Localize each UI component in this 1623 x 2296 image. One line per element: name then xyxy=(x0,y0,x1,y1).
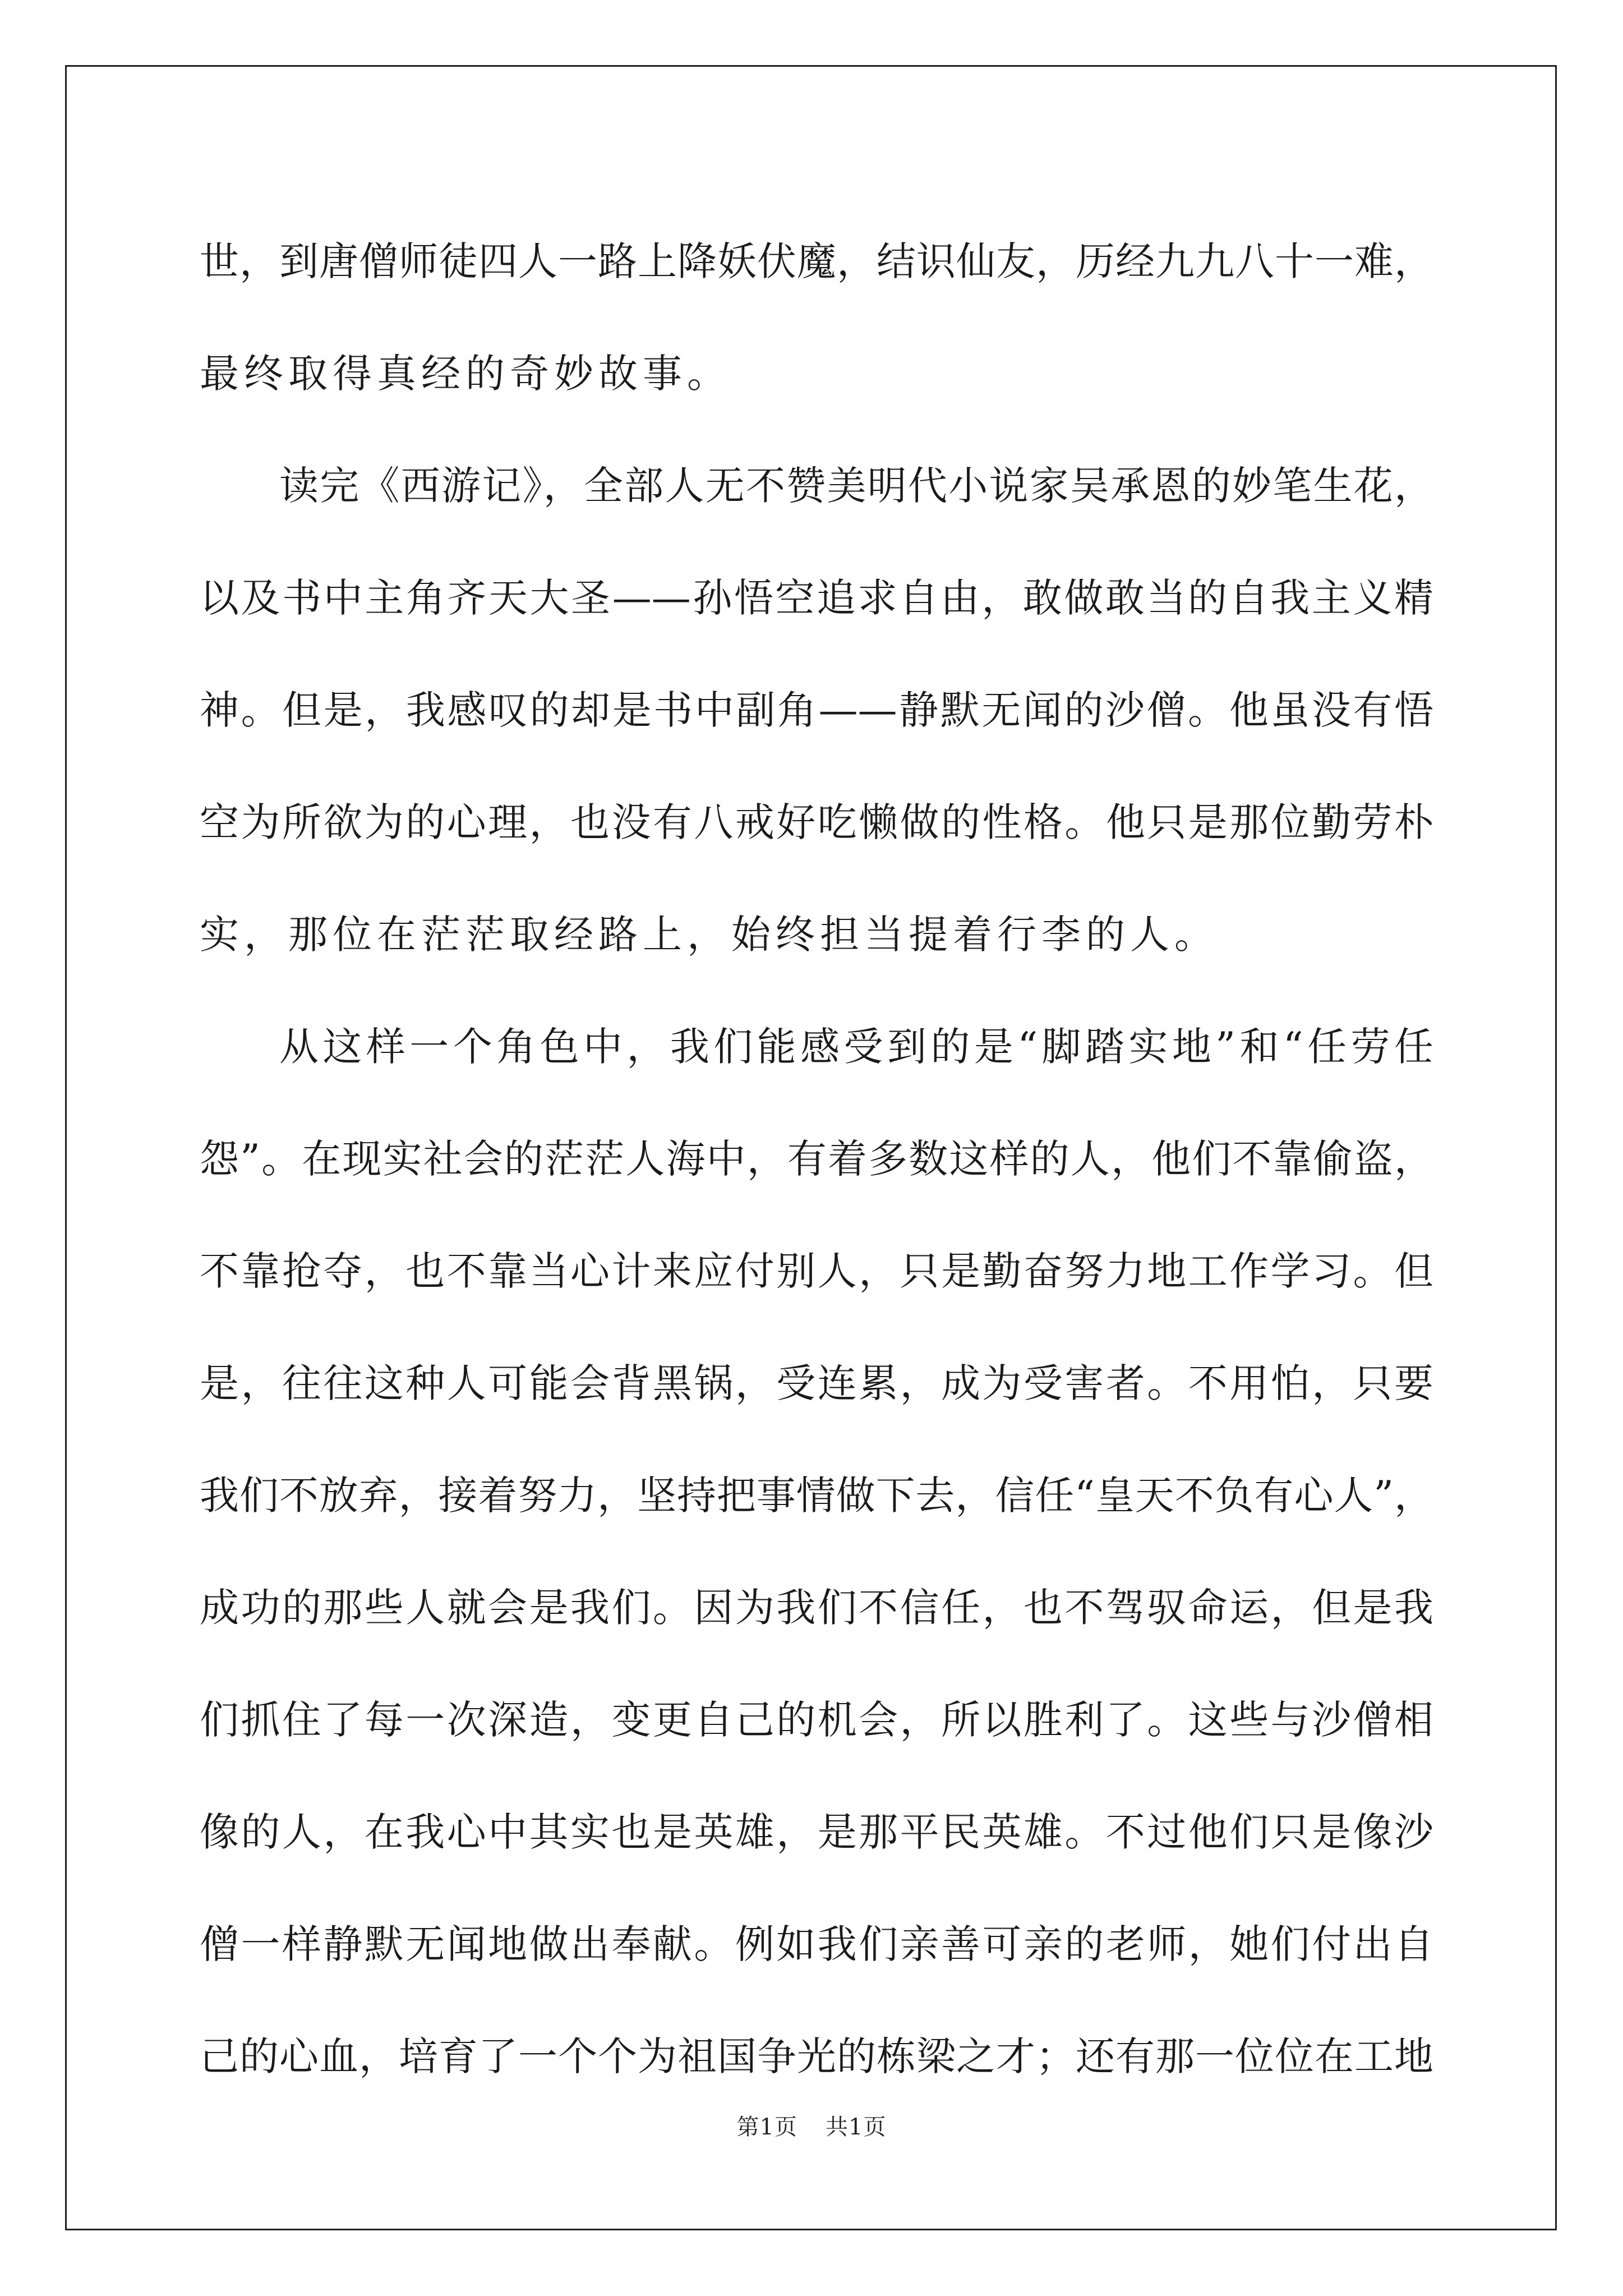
text-line: 是，往往这种人可能会背黑锅，受连累，成为受害者。不用怕，只要 xyxy=(200,1360,1433,1406)
text-line: 空为所欲为的心理，也没有八戒好吃懒做的性格。他只是那位勤劳朴 xyxy=(200,799,1433,845)
text-line: 怨”。在现实社会的茫茫人海中，有着多数这样的人，他们不靠偷盗， xyxy=(200,1136,1433,1182)
text-line: 己的心血，培育了一个个为祖国争光的栋梁之才；还有那一位位在工地 xyxy=(200,2033,1433,2079)
text-line: 成功的那些人就会是我们。因为我们不信任，也不驾驭命运，但是我 xyxy=(200,1585,1433,1631)
text-line: 僧一样静默无闻地做出奉献。例如我们亲善可亲的老师，她们付出自 xyxy=(200,1921,1433,1967)
page-number: 第1页 xyxy=(736,2114,797,2140)
text-line: 从这样一个角色中，我们能感受到的是“脚踏实地”和“任劳任 xyxy=(279,1024,1433,1070)
text-line: 不靠抢夺，也不靠当心计来应付别人，只是勤奋努力地工作学习。但 xyxy=(200,1248,1433,1294)
text-line: 以及书中主角齐天大圣——孙悟空追求自由，敢做敢当的自我主义精 xyxy=(200,575,1433,621)
text-line: 最终取得真经的奇妙故事。 xyxy=(200,351,731,397)
text-line: 像的人，在我心中其实也是英雄，是那平民英雄。不过他们只是像沙 xyxy=(200,1809,1433,1855)
text-line: 世，到唐僧师徒四人一路上降妖伏魔，结识仙友，历经九九八十一难， xyxy=(200,238,1433,284)
text-line: 们抓住了每一次深造，变更自己的机会，所以胜利了。这些与沙僧相 xyxy=(200,1697,1433,1743)
document-body xyxy=(200,205,1433,2113)
text-line: 神。但是，我感叹的却是书中副角——静默无闻的沙僧。他虽没有悟 xyxy=(200,687,1433,733)
page-footer xyxy=(0,2109,1623,2141)
text-line: 我们不放弃，接着努力，坚持把事情做下去，信任“皇天不负有心人”， xyxy=(200,1473,1433,1519)
page-total: 共1页 xyxy=(826,2114,887,2140)
text-line: 实，那位在茫茫取经路上，始终担当提着行李的人。 xyxy=(200,912,1219,958)
text-line: 读完《西游记》，全部人无不赞美明代小说家吴承恩的妙笔生花， xyxy=(279,463,1433,509)
